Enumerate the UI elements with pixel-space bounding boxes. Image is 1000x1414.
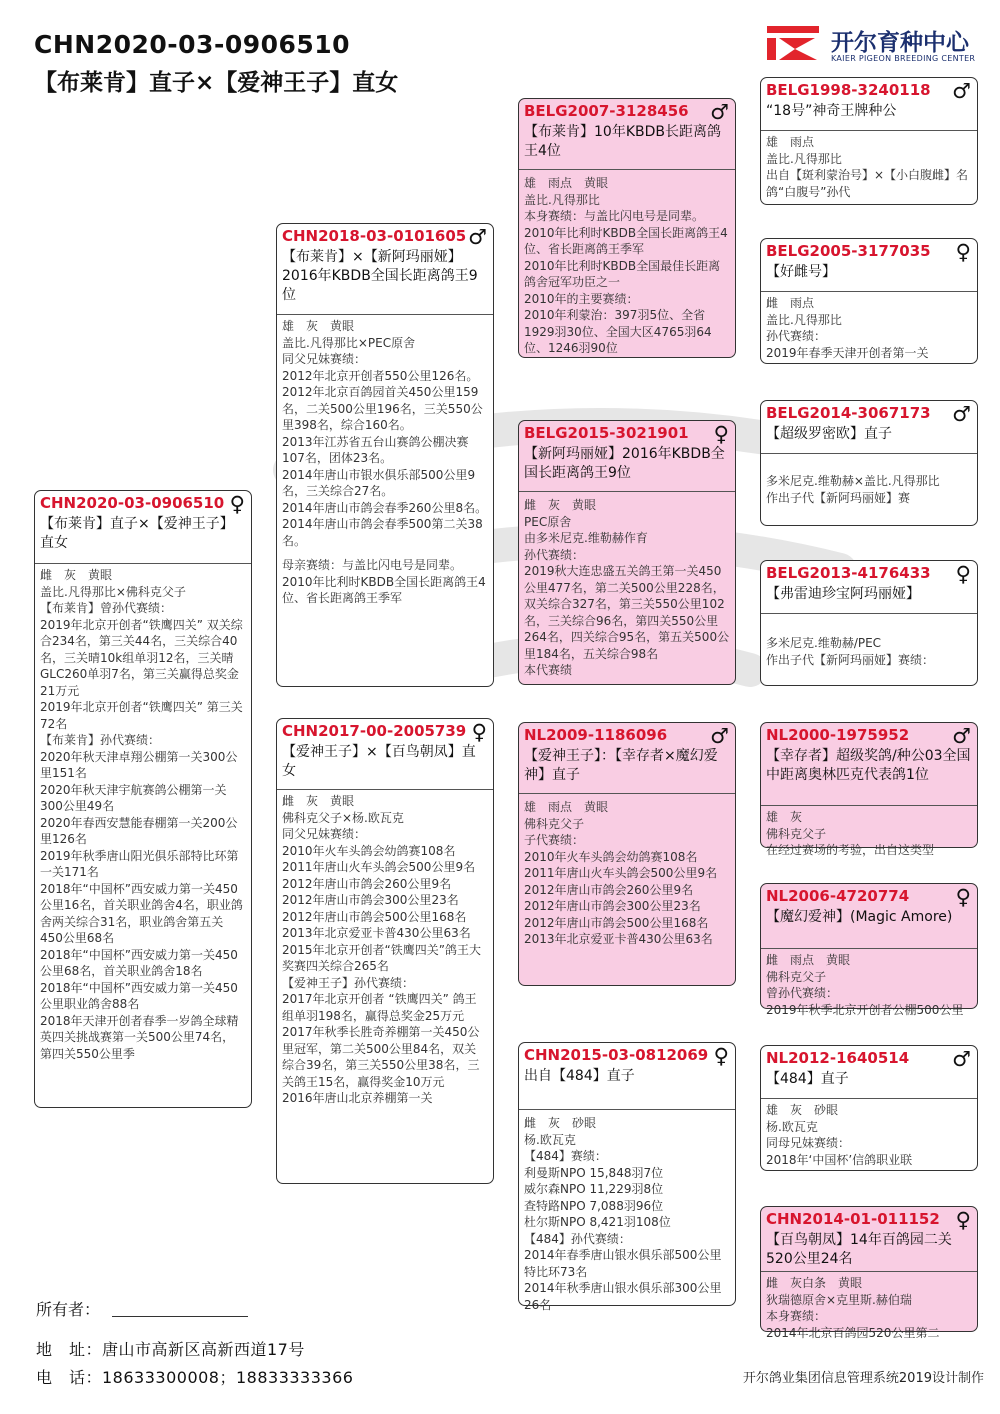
pigeon-name: 【爱神王子】：【幸存者×魔幻爱神】直子 [524, 748, 718, 783]
pigeon-details: 雌 灰 黄眼 PEC原舍 由多米尼克.维勒赫作育 孙代赛绩： 2019秋大连忠盛五关鸽王第一关450公里477名，第二关500公里228名，双关综合327名，第三关550公里102名，三关综合96名，第四关550公里264名，四关综合95名，第五关500公里184名，五关综合98名 本代赛绩 [524, 498, 730, 677]
female-icon: ♀ [955, 885, 971, 909]
pigeon-name: 【超级罗密欧】直子 [766, 426, 892, 442]
pigeon-name: 【好雌号】 [766, 264, 836, 280]
pigeon-name: 【布莱肯】直子×【爱神王子】直女 [40, 516, 234, 551]
pigeon-details: 多米尼克.维勒赫×盖比.凡得那比 作出子代【新阿玛丽娅】赛 [766, 474, 940, 505]
brand-name-en: KAIER PIGEON BREEDING CENTER [831, 54, 976, 63]
ring-number: NL2006-4720774 [766, 887, 910, 905]
pigeon-details: 雄 雨点 黄眼 佛科克父子 子代赛绩： 2010年火车头鸽会幼鸽赛108名 2011年唐山火车头鸽会500公里9名 2012年唐山市鸽会260公里9名 2012年唐山市鸽会300公里23名 2012年唐山市鸽会500公里168名 2013年北京爱亚卡普430公里63名 [524, 800, 718, 946]
pigeon-name: 【魔幻爱神】(Magic Amore) [766, 909, 953, 925]
pedigree-card-dam-dam-dam[interactable] [760, 1206, 978, 1340]
pigeon-details: 雌 雨点 黄眼 佛科克父子 曾孙代赛绩： 2019年秋季北京开创者公棚500公里 [766, 953, 964, 1017]
pedigree-card-dam-sire-sire[interactable] [760, 722, 978, 857]
brand-name-cn: 开尔育种中心 [831, 30, 969, 56]
ring-number: BELG1998-3240118 [766, 81, 931, 99]
ring-number: CHN2020-03-0906510 [40, 494, 225, 512]
pedigree-card-sire[interactable] [276, 223, 494, 687]
pigeon-name: 【新阿玛丽娅】2016年KBDB全国长距离鸽王9位 [524, 446, 725, 481]
ring-number: BELG2007-3128456 [524, 102, 689, 120]
pedigree-card-sire-dam-sire[interactable] [760, 400, 978, 526]
ring-number: CHN2014-01-011152 [766, 1210, 940, 1228]
owner-label: 所有者： [36, 1300, 101, 1319]
pedigree-card-sire-dam[interactable] [518, 420, 736, 685]
pigeon-name: 【布莱肯】10年KBDB长距离鸽王4位 [524, 124, 721, 159]
pigeon-details: 多米尼克.维勒赫/PEC 作出子代【新阿玛丽娅】赛绩： [766, 636, 935, 667]
ring-number: CHN2018-03-0101605 [282, 227, 467, 245]
address: 地 址：唐山市高新区高新西道17号 [36, 1340, 305, 1359]
brand-logo [765, 22, 987, 66]
pigeon-details: 雌 灰 黄眼 盖比.凡得那比×佛科克父子 【布莱肯】曾孙代赛绩： 2019年北京开创者“铁鹰四关” 双关综合234名，第三关44名，三关综合40名，三关晴10k组单羽12名，三关晴GLC260单羽7名，第三关赢得总奖金21万元 2019年北京开创者“铁鹰四关” 第三关72名 【布莱肯】孙代赛绩： 2020年秋天津卓翔公棚第一关300公里151名 2020年秋天津宇航赛鸽公棚第一关300公里49名 2020年春西安慧能春棚第一关200公里126名 2019年秋季唐山阳光俱乐部特比环第一关171名 2018年“中国杯”西安威力第一关450公里16名，首关职业鸽舍4名，职业鸽舍两关综合31名，职业鸽舍第五关450公里68名 2018年“中国杯”西安威力第一关450公里68名，首关职业鸽舍18名 2018年“中国杯”西安威力第一关450公里职业鸽舍88名 2018年天津开创者春季一岁鸽全球精英四关挑战赛第一关500公里74名，第四关550公里季 [40, 568, 243, 1061]
system-credit: 开尔鸽业集团信息管理系统2019设计制作 [742, 1371, 984, 1386]
ring-number: CHN2017-00-2005739 [282, 722, 467, 740]
pigeon-details: 雄 灰 佛科克父子 在经过赛场的考验，出自这类型 [766, 810, 935, 857]
pigeon-details: 雌 灰白条 黄眼 狄瑞德原舍×克里斯.赫伯瑞 本身赛绩： 2014年北京百鸽园520公里第二 [766, 1276, 940, 1340]
female-icon: ♀ [713, 1044, 729, 1068]
pigeon-name: 【布莱肯】×【新阿玛丽娅】2016年KBDB全国长距离鸽王9位 [282, 249, 478, 303]
pigeon-name: 【弗雷迪珍宝阿玛丽娅】 [766, 586, 920, 602]
pedigree-ring-title: CHN2020-03-0906510 [34, 30, 351, 59]
pigeon-details: 雄 灰 砂眼 杨.欧瓦克 同母兄妹赛绩： 2018年‘中国杯’信鸽职业联 [766, 1103, 913, 1167]
male-icon: ♂ [468, 225, 487, 249]
pedigree-card-dam-sire[interactable] [518, 722, 736, 986]
pedigree-card-dam[interactable] [276, 718, 494, 1184]
female-icon: ♀ [229, 492, 245, 516]
pigeon-details: 雄 雨点 黄眼 盖比.凡得那比 本身赛绩：与盖比闪电号是同辈。 2010年比利时KBDB全国长距离鸽王4位、省长距离鸽王季军 2010年比利时KBDB全国最佳长距离鸽舍冠军功臣之一 2010年的主要赛绩： 2010年利蒙治：397羽5位、全省1929羽30位、全国大区4765羽64位、1246羽90位 [524, 176, 728, 355]
pigeon-name: 【百鸟朝凤】14年百鸽园二关520公里24名 [766, 1232, 952, 1267]
male-icon: ♂ [952, 1047, 971, 1071]
pigeon-name: 【484】直子 [766, 1071, 849, 1087]
ring-number: BELG2014-3067173 [766, 404, 931, 422]
pigeon-details: 雄 雨点 盖比.凡得那比 出自【斑利蒙治号】×【小白腹雌】名鸽“白腹号”孙代 [766, 135, 969, 199]
male-icon: ♂ [952, 402, 971, 426]
male-icon: ♂ [952, 79, 971, 103]
pigeon-name: 【幸存者】超级奖鸽/种公03全国中距离奥林匹克代表鸽1位 [766, 748, 971, 783]
pedigree-card-dam-dam[interactable] [518, 1042, 736, 1312]
female-icon: ♀ [955, 1208, 971, 1232]
pedigree-card-subject[interactable] [34, 490, 252, 1108]
pedigree-card-sire-sire-dam[interactable] [760, 238, 978, 364]
male-icon: ♂ [952, 724, 971, 748]
male-icon: ♂ [710, 724, 729, 748]
pedigree-subtitle: 【布莱肯】直子×【爱神王子】直女 [34, 70, 399, 96]
pigeon-details: 雌 灰 砂眼 杨.欧瓦克 【484】赛绩： 利曼斯NPO 15,848羽7位 威尔森NPO 11,229羽8位 查特路NPO 7,088羽96位 杜尔斯NPO 8,421羽108位 【484】孙代赛绩： 2014年春季唐山银水俱乐部500公里特比环73名 2014年秋季唐山银水俱乐部300公里26名 [524, 1116, 722, 1312]
male-icon: ♂ [710, 100, 729, 124]
ring-number: NL2000-1975952 [766, 726, 910, 744]
ring-number: BELG2015-3021901 [524, 424, 689, 442]
phone: 电 话：18633300008；18833333366 [36, 1368, 354, 1387]
female-icon: ♀ [955, 240, 971, 264]
female-icon: ♀ [955, 562, 971, 586]
pedigree-card-sire-sire[interactable] [518, 98, 736, 358]
pedigree-card-sire-sire-sire[interactable] [760, 77, 978, 205]
kaier-logo-icon [765, 22, 821, 62]
pedigree-card-dam-sire-dam[interactable] [760, 883, 978, 1017]
owner-signature-line[interactable] [112, 1316, 248, 1317]
female-icon: ♀ [713, 422, 729, 446]
pigeon-name: 【爱神王子】×【百鸟朝凤】直女 [282, 744, 476, 779]
pedigree-card-dam-dam-sire[interactable] [760, 1045, 978, 1171]
ring-number: NL2012-1640514 [766, 1049, 910, 1067]
ring-number: BELG2013-4176433 [766, 564, 931, 582]
ring-number: BELG2005-3177035 [766, 242, 931, 260]
pigeon-details: 雌 雨点 盖比.凡得那比 孙代赛绩： 2019年春季天津开创者第一关 [766, 296, 929, 360]
pigeon-name: “18号”神奇王牌种公 [766, 103, 897, 119]
pedigree-card-sire-dam-dam[interactable] [760, 560, 978, 686]
female-icon: ♀ [471, 720, 487, 744]
pigeon-name: 出自【484】直子 [524, 1068, 635, 1084]
ring-number: CHN2015-03-0812069 [524, 1046, 709, 1064]
pigeon-details: 雄 灰 黄眼 盖比.凡得那比×PEC原舍 同父兄妹赛绩： 2012年北京开创者550公里126名。 2012年北京百鸽园首关450公里159名，二关500公里196名，三关550公里398名，综合160名。 2013年江苏省五台山赛鸽公棚决赛107名，团体23名。 2014年唐山市银水俱乐部500公里9名，三关综合27名。 2014年唐山市鸽会春季260公里8名。 2014年唐山市鸽会春季500第二关38名。 母亲赛绩：与盖比闪电号是同辈。 2010年比利时KBDB全国长距离鸽王4位、省长距离鸽王季军 [282, 319, 488, 605]
ring-number: NL2009-1186096 [524, 726, 668, 744]
pigeon-details: 雌 灰 黄眼 佛科克父子×杨.欧瓦克 同父兄妹赛绩： 2010年火车头鸽会幼鸽赛108名 2011年唐山火车头鸽会500公里9名 2012年唐山市鸽会260公里9名 2012年唐山市鸽会300公里23名 2012年唐山市鸽会500公里168名 2013年北京爱亚卡普430公里63名 2015年北京开创者“铁鹰四关”鸽王大奖赛四关综合265名 【爱神王子】孙代赛绩： 2017年北京开创者 “铁鹰四关” 鸽王组单羽198名，赢得总奖金25万元 2017年秋季长胜奇养棚第一关450公里冠军，第二关500公里84名，双关综合39名，第三关550公里38名，三关鸽王15名，赢得奖金10万元 2016年唐山北京养棚第一关 [282, 794, 481, 1105]
